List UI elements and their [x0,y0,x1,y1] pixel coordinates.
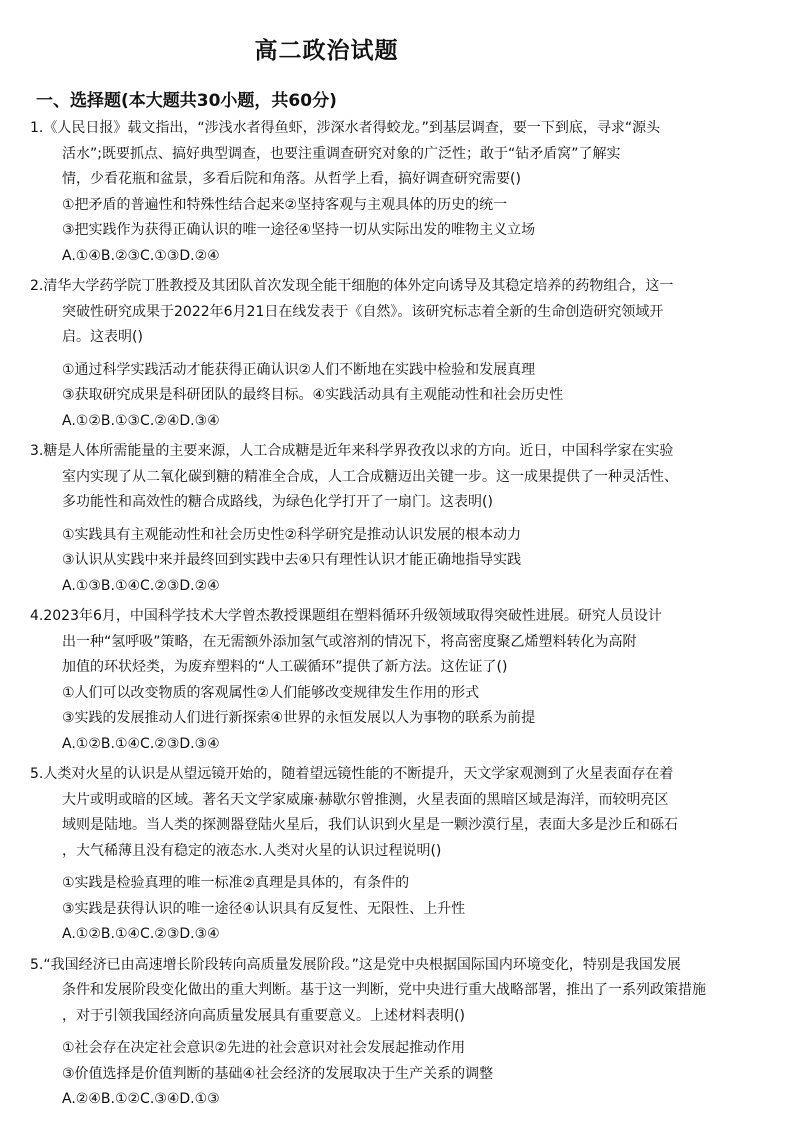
answer-choices: A.①④B.②③C.①③D.②④ [62,247,220,264]
question-stem-line: 突破性研究成果于2022年6月21日在线发表于《自然》。该研究标志着全新的生命创造研究领域开 [62,303,664,320]
question-stem-line: 情，少看花瓶和盆景，多看后院和角落。从哲学上看，搞好调查研究需要() [62,171,521,187]
statement-options: ③实践是获得认识的唯一途径④认识具有反复性、无限性、上升性 [62,900,466,917]
spacer [0,351,793,358]
answer-choices: A.①③B.①④C.②③D.②④ [62,577,220,594]
question-stem-line: 条件和发展阶段变化做出的重大判断。基于这一判断，党中央进行重大战略部署，推出了一系列政策措施 [62,982,706,998]
question-stem-line: 大片或明或暗的区域。著名天文学家威廉·赫歇尔曾推测，火星表面的黑暗区域是海洋，而较明亮区 [62,791,669,808]
statement-options: ①人们可以改变物质的客观属性②人们能够改变规律发生作用的形式 [62,684,480,701]
question-stem-line: 启。这表明() [62,329,143,345]
spacer [0,516,793,523]
question-stem-line: 出一种“氢呼吸”策略，在无需额外添加氢气或溶剂的情况下，将高密度聚乙烯塑料转化为高附 [62,633,637,650]
spacer [0,1029,793,1036]
question-stem-line: 多功能性和高效性的糖合成路线，为绿色化学打开了一扇门。这表明() [62,494,493,510]
question-stem-line: 室内实现了从二氧化碳到糖的精准全合成，人工合成糖迈出关键一步。这一成果提供了一种灵活性、 [62,468,678,485]
question-stem-line: ，大气稀薄且没有稳定的液态水.人类对火星的认识过程说明() [62,842,442,859]
answer-choices: A.②④B.①②C.③④D.①③ [62,1091,220,1107]
statement-options: ①把矛盾的普遍性和特殊性结合起来②坚持客观与主观具体的历史的统一 [62,196,508,213]
question-stem-line: 4.2023年6月，中国科学技术大学曾杰教授课题组在塑料循环升级领域取得突破性进展。研究人员设计 [30,608,662,624]
question-2 [0,274,793,439]
statement-options: ③认识从实践中来并最终回到实践中去④只有理性认识才能正确地指导实践 [62,552,522,568]
question-stem-line: 活水”;既要抓点、搞好典型调查，也要注重调查研究对象的广泛性；敢于“钻矛盾窝”了解实 [62,145,621,162]
statement-options: ③获取研究成果是科研团队的最终目标。④实践活动具有主观能动性和社会历史性 [62,387,564,403]
question-stem-line: 1.《人民日报》载文指出，“涉浅水者得鱼虾，涉深水者得蛟龙。”到基层调查，要一下到底，寻求“源头 [30,120,661,136]
statement-options: ③实践的发展推动人们进行新探索④世界的永恒发展以人为事物的联系为前提 [62,710,536,726]
answer-choices: A.①②B.①④C.②③D.③④ [62,926,220,942]
question-3 [0,439,793,604]
statement-options: ①社会存在决定社会意识②先进的社会意识对社会发展起推动作用 [62,1040,466,1056]
question-4 [0,604,793,762]
question-stem-line: 域则是陆地。当人类的探测器登陆火星后，我们认识到火星是一颗沙漠行星，表面大多是沙丘和砾石 [62,817,678,833]
question-6 [0,953,793,1118]
question-stem-line: 5.“我国经济已由高速增长阶段转向高质量发展阶段。”这是党中央根据国际国内环境变化，特别是我国发展 [30,956,681,973]
answer-choices: A.①②B.①③C.②④D.③④ [62,412,220,429]
spacer [0,864,793,871]
question-stem-line: 2.清华大学药学院丁胜教授及其团队首次发现全能干细胞的体外定向诱导及其稳定培养的药物组合，这一 [30,278,674,294]
section-heading: 一、选择题(本大题共30小题，共60分) [36,91,337,111]
question-stem-line: 加值的环状烃类，为废弃塑料的“人工碳循环”提供了新方法。这佐证了() [62,659,508,675]
statement-options: ①实践具有主观能动性和社会历史性②科学研究是推动认识发展的根本动力 [62,526,522,543]
question-1 [0,116,793,274]
question-stem-line: 3.糖是人体所需能量的主要来源，人工合成糖是近年来科学界孜孜以求的方向。近日，中国科学家在实验 [30,443,674,459]
statement-options: ③把实践作为获得正确认识的唯一途径④坚持一切从实际出发的唯物主义立场 [62,222,536,238]
page-title: 高二政治试题 [254,38,399,64]
question-stem-line: 5.人类对火星的认识是从望远镜开始的，随着望远镜性能的不断提升，天文学家观测到了火星表面存在着 [30,766,674,782]
statement-options: ③价值选择是价值判断的基础④社会经济的发展取决于生产关系的调整 [62,1065,494,1082]
spacer [0,1113,793,1118]
statement-options: ①通过科学实践活动才能获得正确认识②人们不断地在实践中检验和发展真理 [62,361,536,378]
statement-options: ①实践是检验真理的唯一标准②真理是具体的，有条件的 [62,875,410,891]
question-list [0,116,793,1118]
question-5 [0,762,793,953]
answer-choices: A.①②B.①④C.②③D.③④ [62,735,220,752]
question-stem-line: ，对于引领我国经济向高质量发展具有重要意义。上述材料表明() [62,1007,465,1024]
